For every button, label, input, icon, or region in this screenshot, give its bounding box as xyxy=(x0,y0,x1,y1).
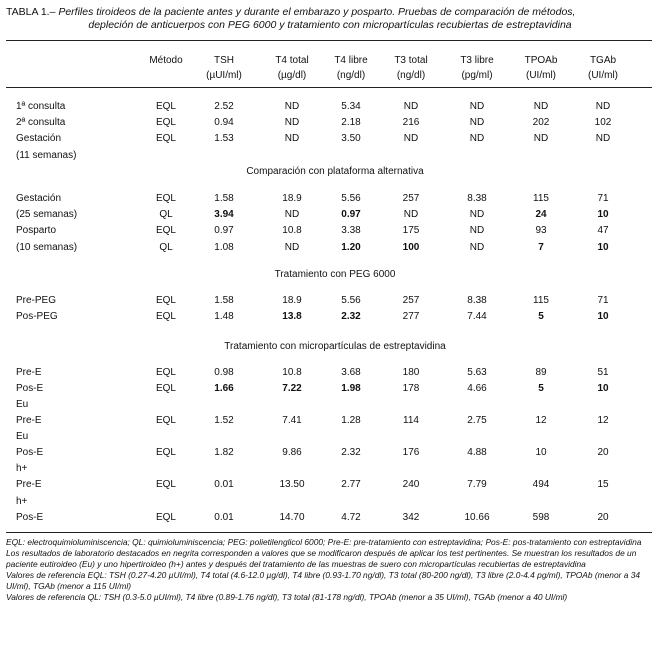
value-cell: 89 xyxy=(535,367,547,378)
value-cell: 2.32 xyxy=(341,447,361,458)
row-label: Gestación xyxy=(16,133,62,144)
value-cell: 18.9 xyxy=(282,295,302,306)
row-label: (10 semanas) xyxy=(16,242,78,253)
row-label: 1ª consulta xyxy=(16,101,66,112)
value-cell: ND xyxy=(284,209,300,220)
value-cell: ND xyxy=(469,133,485,144)
value-cell: 202 xyxy=(532,117,550,128)
value-cell: ND xyxy=(469,209,485,220)
top-rule xyxy=(6,40,652,41)
value-cell: 51 xyxy=(597,367,609,378)
value-cell: 18.9 xyxy=(282,193,302,204)
value-cell: 7.41 xyxy=(282,415,302,426)
value-cell: 13.8 xyxy=(282,311,302,322)
method-cell: EQL xyxy=(155,447,176,458)
value-cell: 10 xyxy=(597,209,609,220)
value-cell: ND xyxy=(469,117,485,128)
table-footnotes xyxy=(6,537,654,603)
value-cell: 0.97 xyxy=(341,209,361,220)
column-header: T4 libre xyxy=(334,55,368,66)
value-cell: 0.97 xyxy=(214,225,234,236)
section-title: Tratamiento con micropartículas de estreptavidina xyxy=(224,341,446,352)
value-cell: 240 xyxy=(402,479,420,490)
section-title: Comparación con plataforma alternativa xyxy=(246,166,424,177)
footnote-reference-eql: Valores de referencia EQL: TSH (0.27-4.20 µUI/ml), T4 total (4.6-12.0 µg/dl), T4 libre (0.93-1.70 ng/dl), T3 total (80-200 ng/dl), T3 libre (2.0-4.4 pg/ml), TPOAb (menor a 34 UI/ml), TGAb (menor a 115 UI/ml) xyxy=(6,570,641,591)
value-cell: 598 xyxy=(532,512,550,523)
method-cell: EQL xyxy=(155,311,176,322)
value-cell: 342 xyxy=(402,512,420,523)
value-cell: 115 xyxy=(533,295,549,306)
method-cell: EQL xyxy=(155,133,176,144)
value-cell: 10 xyxy=(597,383,609,394)
value-cell: ND xyxy=(469,101,485,112)
header-rule xyxy=(6,87,652,88)
value-cell: 1.98 xyxy=(341,383,361,394)
column-header-unit: (ng/dl) xyxy=(396,70,426,81)
column-header: TPOAb xyxy=(524,55,558,66)
method-cell: EQL xyxy=(155,295,176,306)
method-cell: EQL xyxy=(155,117,176,128)
value-cell: 5.56 xyxy=(341,295,361,306)
value-cell: 5 xyxy=(538,311,544,322)
column-header-unit: (µUI/ml) xyxy=(206,70,242,81)
value-cell: 7 xyxy=(538,242,544,253)
row-label: Posparto xyxy=(16,225,57,236)
row-label: Pre-E xyxy=(16,479,42,490)
value-cell: 0.94 xyxy=(214,117,234,128)
value-cell: 5.63 xyxy=(467,367,487,378)
value-cell: 1.20 xyxy=(341,242,361,253)
value-cell: 93 xyxy=(535,225,547,236)
row-label: Eu xyxy=(16,399,29,410)
row-label: Pos-E xyxy=(16,383,44,394)
value-cell: 1.53 xyxy=(214,133,234,144)
value-cell: 175 xyxy=(402,225,420,236)
method-cell: EQL xyxy=(155,101,176,112)
value-cell: ND xyxy=(595,133,611,144)
column-header: TSH xyxy=(214,55,234,66)
row-label: (11 semanas) xyxy=(16,150,77,161)
row-label: Gestación xyxy=(16,193,62,204)
row-label: Eu xyxy=(16,431,29,442)
value-cell: ND xyxy=(403,133,419,144)
value-cell: ND xyxy=(469,225,485,236)
column-header: T3 libre xyxy=(460,55,494,66)
value-cell: 20 xyxy=(597,512,609,523)
value-cell: 1.08 xyxy=(214,242,234,253)
row-label: Pos-PEG xyxy=(16,311,58,322)
footnote-bold-note: Los resultados de laboratorio destacados en negrita corresponden a valores que se modificaron después de aplicar los test pertinentes. Se muestran los resultados de un paciente eutiroideo (Eu) y uno hipertiroideo (h+) antes y después del tratamiento de las muestras de suero con micropartículas recubiertas de estreptavidina xyxy=(6,548,637,569)
value-cell: 24 xyxy=(535,209,547,220)
value-cell: 2.32 xyxy=(341,311,361,322)
method-cell: EQL xyxy=(155,512,176,523)
value-cell: 10.8 xyxy=(282,367,302,378)
value-cell: 4.72 xyxy=(341,512,361,523)
value-cell: 2.75 xyxy=(467,415,487,426)
value-cell: 3.94 xyxy=(214,209,234,220)
footnote-reference-ql: Valores de referencia QL: TSH (0.3-5.0 µUI/ml), T4 libre (0.89-1.76 ng/dl), T3 total (81-178 ng/dl), TPOAb (menor a 35 UI/ml), TGAb (menor a 40 UI/ml) xyxy=(6,592,568,602)
value-cell: 216 xyxy=(402,117,420,128)
value-cell: 13.50 xyxy=(279,479,305,490)
value-cell: 176 xyxy=(402,447,420,458)
caption-lead: TABLA 1.– xyxy=(6,6,56,18)
bottom-rule xyxy=(6,532,652,533)
method-cell: QL xyxy=(159,209,173,220)
row-label: h+ xyxy=(16,496,28,507)
value-cell: 71 xyxy=(597,193,609,204)
value-cell: 0.01 xyxy=(214,479,234,490)
value-cell: 10.66 xyxy=(464,512,490,523)
value-cell: 2.77 xyxy=(341,479,361,490)
caption-line-1: Perfiles tiroideos de la paciente antes y durante el embarazo y posparto. Pruebas de comparación de métodos, xyxy=(58,6,576,18)
value-cell: 10 xyxy=(597,242,609,253)
value-cell: 4.88 xyxy=(467,447,487,458)
method-cell: EQL xyxy=(155,225,176,236)
value-cell: ND xyxy=(533,101,549,112)
value-cell: 9.86 xyxy=(282,447,302,458)
value-cell: ND xyxy=(469,242,485,253)
value-cell: 494 xyxy=(532,479,550,490)
row-label: Pos-E xyxy=(16,512,44,523)
value-cell: 0.01 xyxy=(214,512,234,523)
value-cell: 15 xyxy=(597,479,609,490)
value-cell: 178 xyxy=(402,383,420,394)
value-cell: 1.28 xyxy=(341,415,361,426)
row-label: Pre-E xyxy=(16,415,42,426)
value-cell: 14.70 xyxy=(279,512,305,523)
row-label: Pre-E xyxy=(16,367,42,378)
column-header: TGAb xyxy=(589,55,617,66)
column-header: T3 total xyxy=(394,55,428,66)
value-cell: ND xyxy=(284,242,300,253)
method-cell: EQL xyxy=(155,193,176,204)
value-cell: 0.98 xyxy=(214,367,234,378)
column-header-unit: (UI/ml) xyxy=(526,70,556,81)
value-cell: 8.38 xyxy=(467,193,487,204)
value-cell: 20 xyxy=(597,447,609,458)
value-cell: 5.56 xyxy=(341,193,361,204)
value-cell: 7.44 xyxy=(467,311,487,322)
caption-line-2: depleción de anticuerpos con PEG 6000 y tratamiento con micropartículas recubiertas de estreptavidina xyxy=(88,19,572,31)
method-cell: EQL xyxy=(155,415,176,426)
column-header: T4 total xyxy=(275,55,309,66)
value-cell: ND xyxy=(284,101,300,112)
section-title: Tratamiento con PEG 6000 xyxy=(274,269,396,280)
column-header-unit: (pg/ml) xyxy=(461,70,493,81)
column-header-unit: (ng/dl) xyxy=(336,70,366,81)
value-cell: 7.79 xyxy=(467,479,487,490)
value-cell: 114 xyxy=(403,415,419,426)
row-label: h+ xyxy=(16,463,28,474)
column-header: Método xyxy=(149,55,183,66)
row-label: (25 semanas) xyxy=(16,209,78,220)
value-cell: 10 xyxy=(535,447,547,458)
value-cell: 10.8 xyxy=(282,225,302,236)
method-cell: EQL xyxy=(155,367,176,378)
row-label: Pos-E xyxy=(16,447,44,458)
value-cell: 71 xyxy=(597,295,609,306)
method-cell: EQL xyxy=(155,383,176,394)
value-cell: 12 xyxy=(535,415,547,426)
value-cell: 1.82 xyxy=(214,447,234,458)
value-cell: 8.38 xyxy=(467,295,487,306)
value-cell: 3.38 xyxy=(341,225,361,236)
value-cell: 3.68 xyxy=(341,367,361,378)
value-cell: 1.58 xyxy=(214,295,234,306)
row-label: 2ª consulta xyxy=(16,117,66,128)
value-cell: 47 xyxy=(597,225,609,236)
value-cell: ND xyxy=(595,101,611,112)
row-label: Pre-PEG xyxy=(16,295,57,306)
value-cell: 3.50 xyxy=(341,133,361,144)
footnote-abbreviations: EQL: electroquimioluminiscencia; QL: quimioluminiscencia; PEG: polietilenglicol 6000; Pre-E: pre-tratamiento con estreptavidina; Pos-E: pos-tratamiento con estreptavidina xyxy=(6,537,642,547)
value-cell: 1.66 xyxy=(214,383,234,394)
column-header-unit: (µg/dl) xyxy=(277,70,307,81)
value-cell: 5 xyxy=(538,383,544,394)
value-cell: 180 xyxy=(402,367,420,378)
value-cell: 100 xyxy=(402,242,420,253)
value-cell: 2.52 xyxy=(214,101,234,112)
value-cell: 12 xyxy=(597,415,609,426)
value-cell: 5.34 xyxy=(341,101,361,112)
value-cell: 4.66 xyxy=(467,383,487,394)
value-cell: 10 xyxy=(597,311,609,322)
value-cell: 1.58 xyxy=(214,193,234,204)
value-cell: 1.48 xyxy=(214,311,234,322)
value-cell: 102 xyxy=(594,117,612,128)
value-cell: 1.52 xyxy=(214,415,234,426)
value-cell: ND xyxy=(403,101,419,112)
value-cell: ND xyxy=(284,117,300,128)
value-cell: 2.18 xyxy=(341,117,361,128)
value-cell: 115 xyxy=(533,193,549,204)
method-cell: QL xyxy=(159,242,173,253)
table-caption xyxy=(6,6,654,32)
value-cell: 257 xyxy=(402,193,420,204)
value-cell: 257 xyxy=(402,295,420,306)
value-cell: ND xyxy=(284,133,300,144)
value-cell: 7.22 xyxy=(282,383,302,394)
column-header-unit: (UI/ml) xyxy=(588,70,618,81)
value-cell: ND xyxy=(403,209,419,220)
value-cell: 277 xyxy=(402,311,420,322)
method-cell: EQL xyxy=(155,479,176,490)
value-cell: ND xyxy=(533,133,549,144)
